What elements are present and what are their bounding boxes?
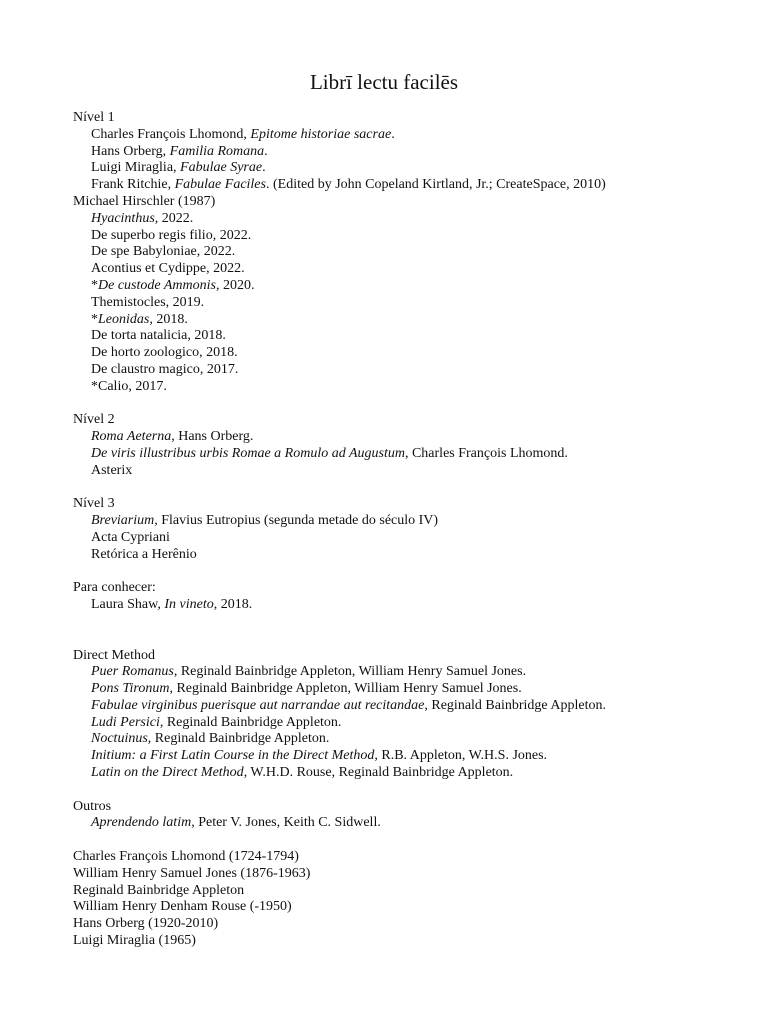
list-item: *Leonidas, 2018. (91, 311, 188, 327)
list-item: *De custode Ammonis, 2020. (91, 277, 255, 293)
list-item: Themistocles, 2019. (91, 294, 205, 310)
author-entry: Charles François Lhomond (1724-1794) (73, 849, 299, 865)
list-item: De superbo regis filio, 2022. (91, 227, 252, 243)
list-item: Pons Tironum, Reginald Bainbridge Appleton, William Henry Samuel Jones. (91, 681, 522, 697)
section-heading-nivel-1: Nível 1 (73, 110, 115, 125)
list-item: Retórica a Herênio (91, 546, 197, 562)
list-item: De horto zoologico, 2018. (91, 345, 238, 361)
author-entry: William Henry Samuel Jones (1876-1963) (73, 865, 311, 881)
section-heading-nivel-3: Nível 3 (73, 496, 115, 512)
section-heading-direct-method: Direct Method (73, 647, 156, 663)
list-item: Hyacinthus, 2022. (91, 210, 194, 226)
page-title: Librī lectu facilēs (309, 70, 459, 94)
list-item: Hans Orberg, Familia Romana. (91, 143, 268, 159)
section-heading-outros: Outros (73, 798, 112, 814)
document-body (73, 110, 753, 950)
section-heading-nivel-2: Nível 2 (73, 412, 115, 428)
list-item: Puer Romanus, Reginald Bainbridge Appleton, William Henry Samuel Jones. (91, 664, 527, 680)
author-entry: Reginald Bainbridge Appleton (73, 882, 245, 898)
section-heading-hirschler: Michael Hirschler (1987) (73, 193, 216, 209)
author-entry: William Henry Denham Rouse (-1950) (73, 899, 292, 915)
list-item: Fabulae virginibus puerisque aut narrandae aut recitandae, Reginald Bainbridge Appleton. (91, 697, 606, 713)
author-entry: Hans Orberg (1920-2010) (73, 916, 219, 932)
spacer (73, 832, 753, 849)
list-item: Breviarium, Flavius Eutropius (segunda metade do século IV) (91, 513, 439, 529)
list-item: *Calio, 2017. (91, 378, 167, 394)
author-entry: Luigi Miraglia (1965) (73, 933, 196, 949)
list-item: Ludi Persici, Reginald Bainbridge Appleton. (91, 714, 342, 730)
list-item: Aprendendo latim, Peter V. Jones, Keith C. Sidwell. (91, 815, 381, 831)
spacer (73, 396, 753, 413)
list-item: Asterix (91, 462, 133, 478)
list-item: De spe Babyloniae, 2022. (91, 244, 236, 260)
list-item: Roma Aeterna, Hans Orberg. (91, 429, 254, 445)
spacer (73, 614, 753, 648)
list-item: De torta natalicia, 2018. (91, 328, 226, 344)
list-item: Charles François Lhomond, Epitome historiae sacrae. (91, 126, 395, 142)
list-item: Initium: a First Latin Course in the Direct Method, R.B. Appleton, W.H.S. Jones. (91, 748, 548, 764)
list-item: Acontius et Cydippe, 2022. (91, 261, 245, 277)
list-item: Latin on the Direct Method, W.H.D. Rouse, Reginald Bainbridge Appleton. (91, 765, 514, 781)
spacer (73, 480, 753, 497)
spacer (73, 782, 753, 799)
list-item: Frank Ritchie, Fabulae Faciles. (Edited by John Copeland Kirtland, Jr.; CreateSpace, 2010) (91, 177, 606, 193)
list-item: De claustro magico, 2017. (91, 361, 239, 377)
spacer (73, 564, 753, 581)
list-item: Acta Cypriani (91, 529, 170, 545)
list-item: Luigi Miraglia, Fabulae Syrae. (91, 160, 266, 176)
list-item: Noctuinus, Reginald Bainbridge Appleton. (91, 731, 330, 747)
list-item: De viris illustribus urbis Romae a Romulo ad Augustum, Charles François Lhomond. (91, 445, 568, 461)
list-item: Laura Shaw, In vineto, 2018. (91, 597, 253, 613)
section-heading-para-conhecer: Para conhecer: (73, 580, 156, 596)
